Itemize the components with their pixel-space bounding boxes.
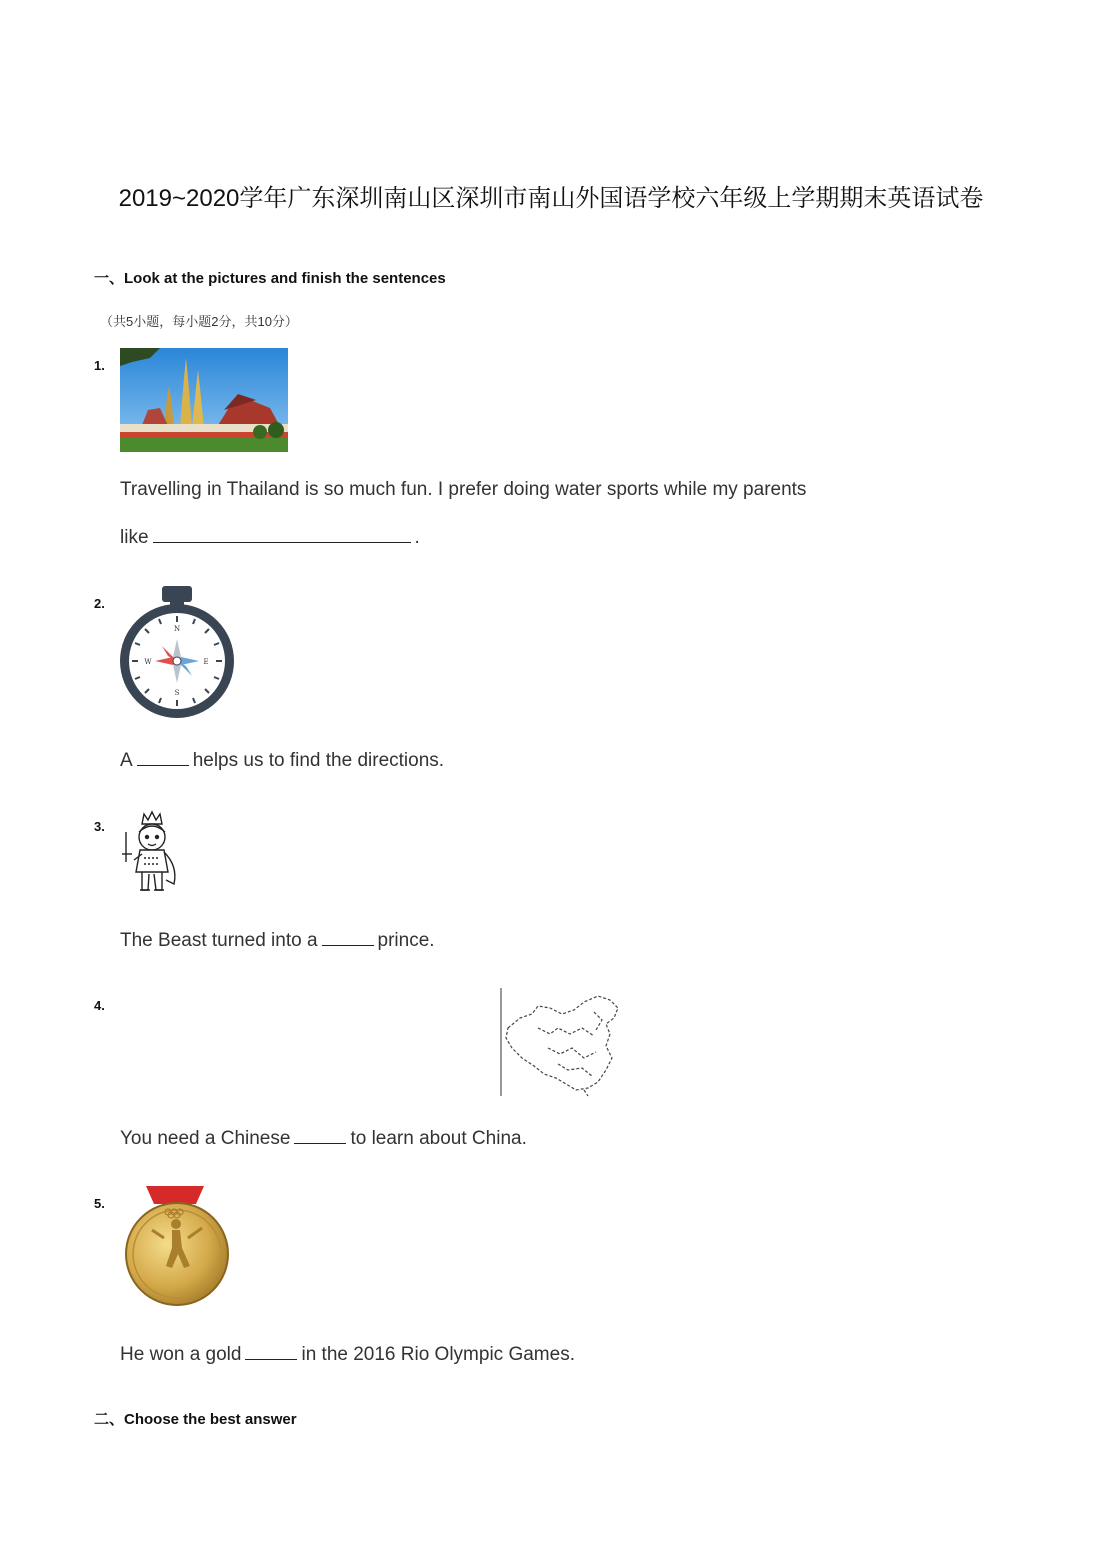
question-5-before: He won a gold bbox=[120, 1344, 242, 1365]
gold-medal-picture bbox=[124, 1186, 230, 1308]
question-1-line-1: Travelling in Thailand is so much fun. I prefer doing water sports while my parents bbox=[120, 479, 807, 500]
question-4-blank[interactable] bbox=[294, 1125, 346, 1144]
question-2-number: 2. bbox=[94, 596, 105, 611]
question-1-number: 1. bbox=[94, 358, 105, 373]
question-1-before: like bbox=[120, 527, 149, 548]
question-4-after: to learn about China. bbox=[350, 1128, 527, 1149]
question-1-line-2 bbox=[120, 524, 420, 549]
question-3-line bbox=[120, 927, 435, 952]
question-5-blank[interactable] bbox=[245, 1341, 297, 1360]
question-2-blank[interactable] bbox=[137, 747, 189, 766]
section-2-heading: 二、Choose the best answer bbox=[94, 1411, 297, 1428]
question-4-line bbox=[120, 1125, 527, 1150]
china-map-picture bbox=[498, 988, 626, 1098]
compass-letter-s: S bbox=[174, 689, 180, 697]
question-3-blank[interactable] bbox=[322, 927, 374, 946]
question-1-blank[interactable] bbox=[153, 524, 411, 543]
question-5-number: 5. bbox=[94, 1196, 105, 1211]
thai-temple-picture bbox=[120, 348, 288, 452]
prince-drawing bbox=[116, 810, 186, 902]
question-2-before: A bbox=[120, 750, 133, 771]
question-3-before: The Beast turned into a bbox=[120, 930, 318, 951]
question-3-number: 3. bbox=[94, 819, 105, 834]
question-3-after: prince. bbox=[377, 930, 435, 951]
section-1-note: （共5小题，每小题2分，共10分） bbox=[100, 314, 298, 329]
question-5-line bbox=[120, 1341, 575, 1366]
compass-letter-n: N bbox=[173, 625, 181, 633]
page-title: 2019~2020学年广东深圳南山区深圳市南山外国语学校六年级上学期期末英语试卷 bbox=[118, 185, 984, 212]
compass-picture bbox=[118, 586, 236, 720]
question-5-after: in the 2016 Rio Olympic Games. bbox=[301, 1344, 575, 1365]
question-2-after: helps us to find the directions. bbox=[192, 750, 445, 771]
question-4-before: You need a Chinese bbox=[120, 1128, 291, 1149]
question-1-after: . bbox=[414, 527, 420, 548]
question-2-line bbox=[120, 747, 444, 772]
question-4-number: 4. bbox=[94, 998, 105, 1013]
section-1-heading: 一、Look at the pictures and finish the sentences bbox=[94, 270, 446, 287]
compass-letter-w: W bbox=[144, 658, 152, 666]
compass-letter-e: E bbox=[203, 658, 209, 666]
